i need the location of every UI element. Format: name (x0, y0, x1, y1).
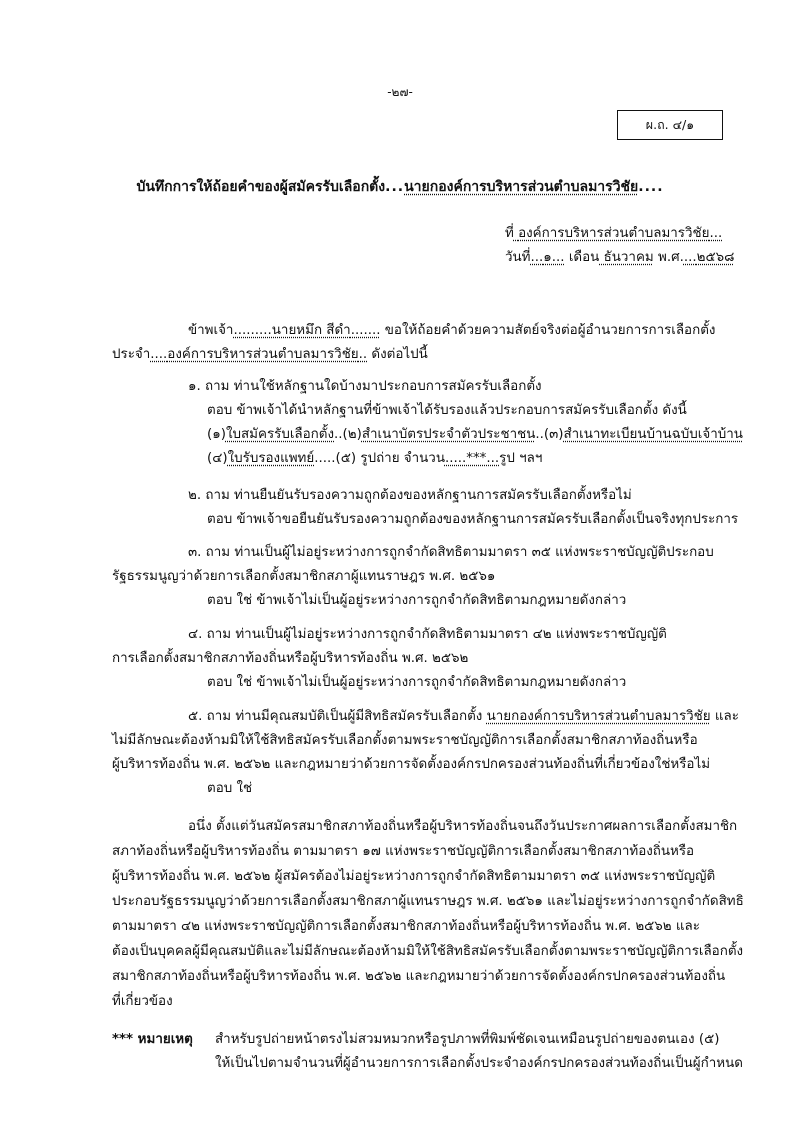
intro-line-2 (112, 345, 428, 365)
intro-line-1 (188, 321, 715, 341)
photo-count: .....***... (444, 451, 500, 466)
org-text: องค์การบริหารส่วนตำบลมารวิชัย (167, 347, 359, 362)
note-line-1: สำหรับรูปถ่ายหน้าตรงไม่สวมหมวกหรือรูปภาพที่พิมพ์ชัดเจนเหมือนรูปถ่ายของตนเอง (๕) (215, 1032, 720, 1047)
q1-answer: ตอบ ข้าพเจ้าได้นำหลักฐานที่ข้าพเจ้าได้รับรองแล้วประกอบการสมัครรับเลือกตั้ง ดังนี้ (207, 403, 687, 418)
q3-line-1: ๓. ถาม ท่านเป็นผู้ไม่อยู่ระหว่างการถูกจำกัดสิทธิตามมาตรา ๓๕ แห่งพระราชบัญญัติประกอบ (188, 545, 714, 560)
q5-position: นายกองค์การบริหารส่วนตำบลมารวิชัย (486, 709, 711, 724)
paragraph-line-5: ต้องเป็นบุคคลผู้มีคุณสมบัติและไม่มีลักษณะต้องห้ามมิให้ใช้สิทธิสมัครรับเลือกตั้งตามพระราชบัญญัติการเลือกตั้ง (112, 944, 744, 959)
doc1-num: (๑) (207, 427, 226, 442)
place-line (505, 224, 722, 244)
note-line-2: ให้เป็นไปตามจำนวนที่ผู้อำนวยการการเลือกตั้งประจำองค์กรปกครองส่วนท้องถิ่นเป็นผู้กำหนด (215, 1056, 743, 1071)
paragraph-line-7: ที่เกี่ยวข้อง (112, 994, 173, 1009)
date-month (599, 250, 653, 265)
date-year: ...๒๕๖๘ (683, 250, 735, 265)
at-label: ที่ (505, 226, 514, 241)
document-title (0, 176, 800, 198)
photo-count-text: *** (466, 451, 487, 466)
photo-suffix: รูป ฯลฯ (499, 451, 543, 466)
paragraph-line-4: ตามมาตรา ๔๒ แห่งพระราชบัญญัติการเลือกตั้งสมาชิกสภาท้องถิ่นหรือผู้บริหารท้องถิ่น พ.ศ. ๒๕๖๒ และ (112, 919, 700, 934)
day-text: ๑ (543, 250, 552, 265)
q3-answer: ตอบ ใช่ ข้าพเจ้าไม่เป็นผู้อยู่ระหว่างการถูกจำกัดสิทธิตามกฎหมายดังกล่าว (207, 593, 627, 608)
paragraph-line-1: สภาท้องถิ่นหรือผู้บริหารท้องถิ่น ตามมาตรา ๑๗ แห่งพระราชบัญญัติการเลือกตั้งสมาชิกสภาท้องถิ่นหรือ (112, 844, 695, 859)
intro-org: ....องค์การบริหารส่วนตำบลมารวิชัย.. (150, 347, 368, 362)
doc3-num: (๓) (543, 427, 564, 442)
title-prefix: บันทึกการให้ถ้อยคำของผู้สมัครรับเลือกตั้ง (136, 179, 386, 195)
paragraph-line-3: ประกอบรัฐธรรมนูญว่าด้วยการเลือกตั้งสมาชิกสภาผู้แทนราษฎร พ.ศ. ๒๕๖๑ และไม่อยู่ระหว่างการถูกจำกัดสิทธิ (112, 894, 744, 909)
at-value-text: องค์การบริหารส่วนตำบลมารวิชัย (518, 226, 710, 241)
doc5: (๕) รูปถ่าย จำนวน (335, 451, 445, 466)
q1-question: ๑. ถาม ท่านใช้หลักฐานใดบ้างมาประกอบการสมัครรับเลือกตั้ง (188, 379, 542, 394)
intro2-prefix: ประจำ (112, 347, 151, 362)
paragraph-line-2: ผู้บริหารท้องถิ่น พ.ศ. ๒๕๖๒ ผู้สมัครต้องไม่อยู่ระหว่างการถูกจำกัดสิทธิตามมาตรา ๓๕ แห่งพระราชบัญญัติ (112, 869, 716, 884)
q5-answer: ตอบ ใช่ (207, 781, 253, 796)
q5-suffix: และ (714, 709, 739, 724)
title-position: นายกองค์การบริหารส่วนตำบลมารวิชัย (404, 179, 639, 195)
at-value: องค์การบริหารส่วนตำบลมารวิชัย... (518, 226, 723, 241)
month-label: เดือน (568, 250, 600, 265)
note-label: *** หมายเหตุ (112, 1032, 193, 1047)
doc4-num: (๔) (207, 451, 228, 466)
intro-prefix: ข้าพเจ้า (188, 323, 234, 338)
month-text: ธันวาคม (603, 250, 654, 265)
doc1: ใบสมัครรับเลือกตั้ง (225, 427, 335, 442)
paragraph-line-0: อนึ่ง ตั้งแต่วันสมัครสมาชิกสภาท้องถิ่นหรือผู้บริหารท้องถิ่นจนถึงวันประกาศผลการเลือกตั้งสมาชิก (188, 819, 738, 834)
date-label: วันที่ (505, 250, 531, 265)
intro-suffix: ขอให้ถ้อยคำด้วยความสัตย์จริงต่อผู้อำนวยการการเลือกตั้ง (384, 323, 716, 338)
doc3: สำเนาทะเบียนบ้านฉบับเจ้าบ้าน (563, 427, 743, 442)
date-line (505, 248, 734, 268)
q1-docs-line-2: (๔)ใบรับรองแพทย์.....(๕) รูปถ่าย จำนวน.....***...รูป ฯลฯ (207, 451, 543, 466)
q3-line-2: รัฐธรรมนูญว่าด้วยการเลือกตั้งสมาชิกสภาผู้แทนราษฎร พ.ศ. ๒๕๖๑ (112, 569, 496, 584)
name-text: นายหมึก สีดำ (271, 323, 351, 338)
doc4: ใบรับรองแพทย์ (227, 451, 315, 466)
title-dots-end: .... (638, 179, 664, 195)
declarant-name: .........นายหมึก สีดำ....... (233, 323, 381, 338)
title-dots: ... (385, 179, 405, 195)
year-label: พ.ศ. (658, 250, 684, 265)
intro2-suffix: ดังต่อไปนี้ (371, 347, 428, 362)
doc2: สำเนาบัตรประจำตัวประชาชน (361, 427, 536, 442)
q4-answer: ตอบ ใช่ ข้าพเจ้าไม่เป็นผู้อยู่ระหว่างการถูกจำกัดสิทธิตามกฎหมายดังกล่าว (207, 675, 627, 690)
q4-line-2: การเลือกตั้งสมาชิกสภาท้องถิ่นหรือผู้บริหารท้องถิ่น พ.ศ. ๒๕๖๒ (112, 651, 469, 666)
q2-question: ๒. ถาม ท่านยืนยันรับรองความถูกต้องของหลักฐานการสมัครรับเลือกตั้งหรือไม่ (188, 488, 632, 503)
q5-line-1 (188, 707, 739, 727)
q1-docs-line: (๑)ใบสมัครรับเลือกตั้ง..(๒)สำเนาบัตรประจำตัวประชาชน..(๓)สำเนาทะเบียนบ้านฉบับเจ้าบ้าน (207, 427, 743, 442)
page-number: -๒๗- (387, 85, 413, 99)
q5-line-2: ไม่มีลักษณะต้องห้ามมิให้ใช้สิทธิสมัครรับเลือกตั้งตามพระราชบัญญัติการเลือกตั้งสมาชิกสภาท้องถิ่นหรือ (112, 733, 698, 748)
doc2-num: (๒) (342, 427, 362, 442)
paragraph-line-6: สมาชิกสภาท้องถิ่นหรือผู้บริหารท้องถิ่น พ.ศ. ๒๕๖๒ และกฎหมายว่าด้วยการจัดตั้งองค์กรปกครองส่วนท้องถิ่น (112, 969, 726, 984)
q5-line-3: ผู้บริหารท้องถิ่น พ.ศ. ๒๕๖๒ และกฎหมายว่าด้วยการจัดตั้งองค์กรปกครองส่วนท้องถิ่นที่เกี่ยวข้องใช่หรือไม่ (112, 757, 711, 772)
year-text: ๒๕๖๘ (696, 250, 735, 265)
date-day: ...๑... (530, 250, 565, 265)
q5-prefix: ๕. ถาม ท่านมีคุณสมบัติเป็นผู้มีสิทธิสมัครรับเลือกตั้ง (188, 709, 483, 724)
form-code-box: ผ.ถ. ๔/๑ (617, 110, 723, 140)
q4-line-1: ๔. ถาม ท่านเป็นผู้ไม่อยู่ระหว่างการถูกจำกัดสิทธิตามมาตรา ๔๒ แห่งพระราชบัญญัติ (188, 627, 667, 642)
q2-answer: ตอบ ข้าพเจ้าขอยืนยันรับรองความถูกต้องของหลักฐานการสมัครรับเลือกตั้งเป็นจริงทุกประการ (207, 512, 739, 527)
